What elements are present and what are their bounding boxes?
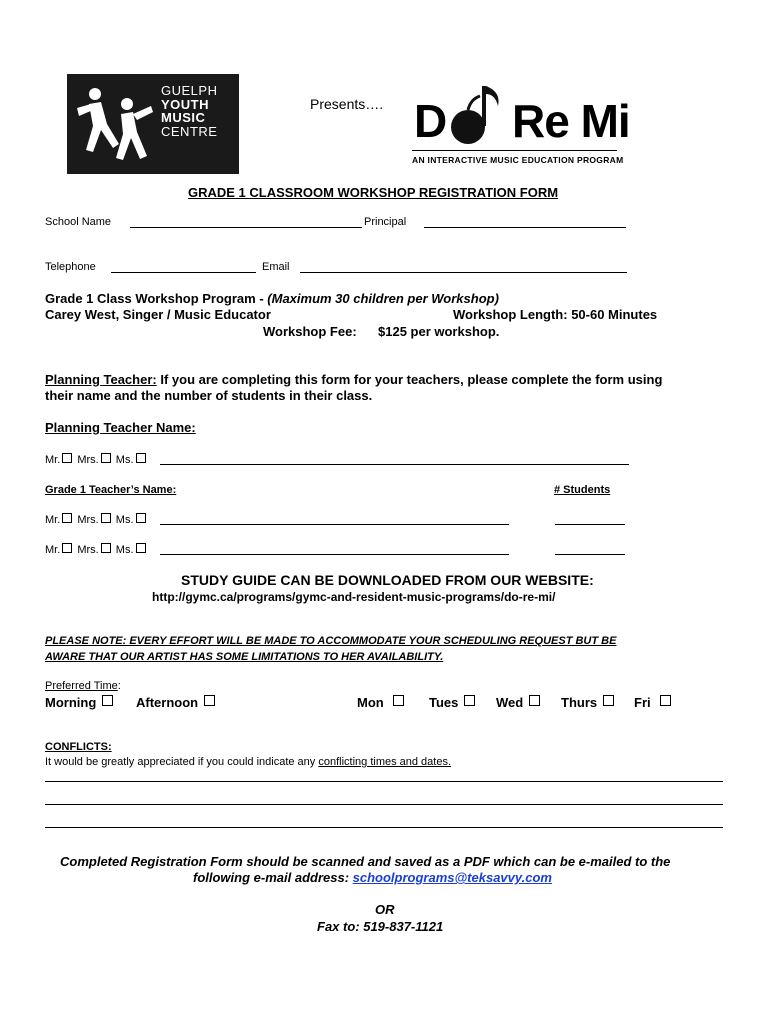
planning-text-2: their name and the number of students in their class.	[45, 388, 373, 403]
doremi-logo	[412, 82, 630, 168]
fri-checkbox[interactable]	[660, 695, 671, 706]
educator-text: Carey West, Singer / Music Educator	[45, 307, 271, 322]
apple-note-icon	[444, 82, 504, 152]
afternoon-label: Afternoon	[136, 695, 199, 710]
tues-label: Tues	[429, 695, 459, 710]
students-label: # Students	[554, 484, 611, 496]
study-guide-heading: STUDY GUIDE CAN BE DOWNLOADED FROM OUR WEBSITE:	[181, 572, 594, 588]
wed-checkbox[interactable]	[529, 695, 540, 706]
afternoon-checkbox[interactable]	[204, 695, 215, 706]
form-title: GRADE 1 CLASSROOM WORKSHOP REGISTRATION FORM	[188, 185, 559, 200]
presents-text: Presents….	[310, 96, 384, 112]
morning-label: Morning	[45, 695, 97, 710]
dancers-icon	[67, 74, 159, 174]
program-heading	[45, 291, 499, 306]
mrs-checkbox[interactable]	[101, 543, 111, 553]
note-line-1: PLEASE NOTE: EVERY EFFORT WILL BE MADE TO ACCOMMODATE YOUR SCHEDULING REQUEST BUT BE	[45, 635, 617, 647]
or-text: OR	[375, 902, 395, 917]
planning-teacher-name-field[interactable]	[160, 464, 629, 465]
program-note: (Maximum 30 children per Workshop)	[267, 291, 499, 306]
thurs-label: Thurs	[561, 695, 598, 710]
teacher1-name-field[interactable]	[160, 524, 509, 525]
logo-line-1: GUELPH	[161, 83, 218, 98]
preferred-time-label: Preferred Time	[45, 680, 118, 692]
doremi-re-mi: Re Mi	[512, 95, 630, 147]
mrs-checkbox[interactable]	[101, 513, 111, 523]
conflicts-field-3[interactable]	[45, 827, 723, 828]
tues-option[interactable]	[429, 695, 477, 710]
email-label: Email	[262, 261, 290, 273]
completed-line-2	[193, 870, 552, 885]
ms-label: Ms.	[115, 514, 134, 526]
fri-option[interactable]	[634, 695, 673, 710]
conflicts-link-text: conflicting times and dates.	[318, 756, 452, 768]
planning-name-label: Planning Teacher Name:	[45, 420, 196, 435]
completed-line-1: Completed Registration Form should be scanned and saved as a PDF which can be e-mailed to the	[60, 854, 671, 869]
preferred-time-heading	[45, 680, 121, 692]
ms-label: Ms.	[115, 454, 134, 466]
school-name-field[interactable]	[130, 227, 362, 228]
teacher1-title-options	[45, 513, 148, 526]
logo-line-3: MUSIC	[161, 110, 206, 126]
note-line-2: AWARE THAT OUR ARTIST HAS SOME LIMITATIONS TO HER AVAILABILITY.	[45, 651, 444, 663]
logo-wordmark	[161, 84, 217, 139]
planning-text-1: If you are completing this form for your teachers, please complete the form using	[156, 372, 663, 387]
gymc-logo	[67, 74, 239, 174]
teacher2-name-field[interactable]	[160, 554, 509, 555]
email-field[interactable]	[300, 272, 627, 273]
afternoon-option[interactable]	[136, 695, 217, 710]
mr-label: Mr.	[45, 514, 61, 526]
planning-title-options	[45, 453, 148, 466]
teacher2-students-field[interactable]	[555, 554, 625, 555]
principal-field[interactable]	[424, 227, 626, 228]
wed-option[interactable]	[496, 695, 542, 710]
logo-line-2: YOUTH	[161, 96, 209, 112]
ms-checkbox[interactable]	[136, 513, 146, 523]
telephone-label: Telephone	[45, 261, 96, 273]
fax-text: Fax to: 519-837-1121	[317, 919, 444, 934]
mrs-label: Mrs.	[77, 544, 99, 556]
ms-checkbox[interactable]	[136, 453, 146, 463]
conflicts-heading: CONFLICTS:	[45, 741, 112, 753]
morning-checkbox[interactable]	[102, 695, 113, 706]
conflicts-field-1[interactable]	[45, 781, 723, 782]
teacher2-title-options	[45, 543, 148, 556]
teacher-name-label: Grade 1 Teacher’s Name:	[45, 484, 177, 496]
preferred-time-colon: :	[117, 680, 121, 692]
mr-label: Mr.	[45, 544, 61, 556]
completed-text-2: following e-mail address:	[193, 870, 353, 885]
workshop-length: Workshop Length: 50-60 Minutes	[453, 307, 658, 322]
ms-label: Ms.	[115, 544, 134, 556]
planning-paragraph-1	[45, 372, 662, 387]
mon-label: Mon	[357, 695, 384, 710]
workshop-fee-value: $125 per workshop.	[378, 324, 500, 339]
mr-checkbox[interactable]	[62, 453, 72, 463]
ms-checkbox[interactable]	[136, 543, 146, 553]
wed-label: Wed	[496, 695, 524, 710]
conflicts-text: It would be greatly appreciated if you could indicate any	[45, 756, 319, 768]
mon-option[interactable]	[357, 695, 406, 710]
doremi-do-letter: D	[414, 95, 447, 147]
teacher1-students-field[interactable]	[555, 524, 625, 525]
mon-checkbox[interactable]	[393, 695, 404, 706]
fri-label: Fri	[634, 695, 651, 710]
morning-option[interactable]	[45, 695, 115, 710]
telephone-field[interactable]	[111, 272, 256, 273]
mr-checkbox[interactable]	[62, 543, 72, 553]
mrs-label: Mrs.	[77, 454, 99, 466]
thurs-option[interactable]	[561, 695, 616, 710]
tues-checkbox[interactable]	[464, 695, 475, 706]
program-label: Grade 1 Class Workshop Program -	[45, 291, 268, 306]
mrs-checkbox[interactable]	[101, 453, 111, 463]
mr-checkbox[interactable]	[62, 513, 72, 523]
mrs-label: Mrs.	[77, 514, 99, 526]
mr-label: Mr.	[45, 454, 61, 466]
workshop-fee-label: Workshop Fee:	[263, 324, 357, 339]
doremi-divider	[412, 150, 617, 151]
thurs-checkbox[interactable]	[603, 695, 614, 706]
planning-heading: Planning Teacher:	[45, 372, 157, 387]
principal-label: Principal	[364, 216, 407, 228]
logo-line-4: CENTRE	[161, 123, 218, 139]
study-guide-url[interactable]: http://gymc.ca/programs/gymc-and-resident-music-programs/do-re-mi/	[152, 590, 556, 604]
submission-email-link[interactable]: schoolprograms@teksavvy.com	[352, 870, 552, 885]
conflicts-text-line	[45, 756, 451, 768]
doremi-tagline: AN INTERACTIVE MUSIC EDUCATION PROGRAM	[412, 155, 624, 165]
school-name-label: School Name	[45, 216, 112, 228]
conflicts-field-2[interactable]	[45, 804, 723, 805]
